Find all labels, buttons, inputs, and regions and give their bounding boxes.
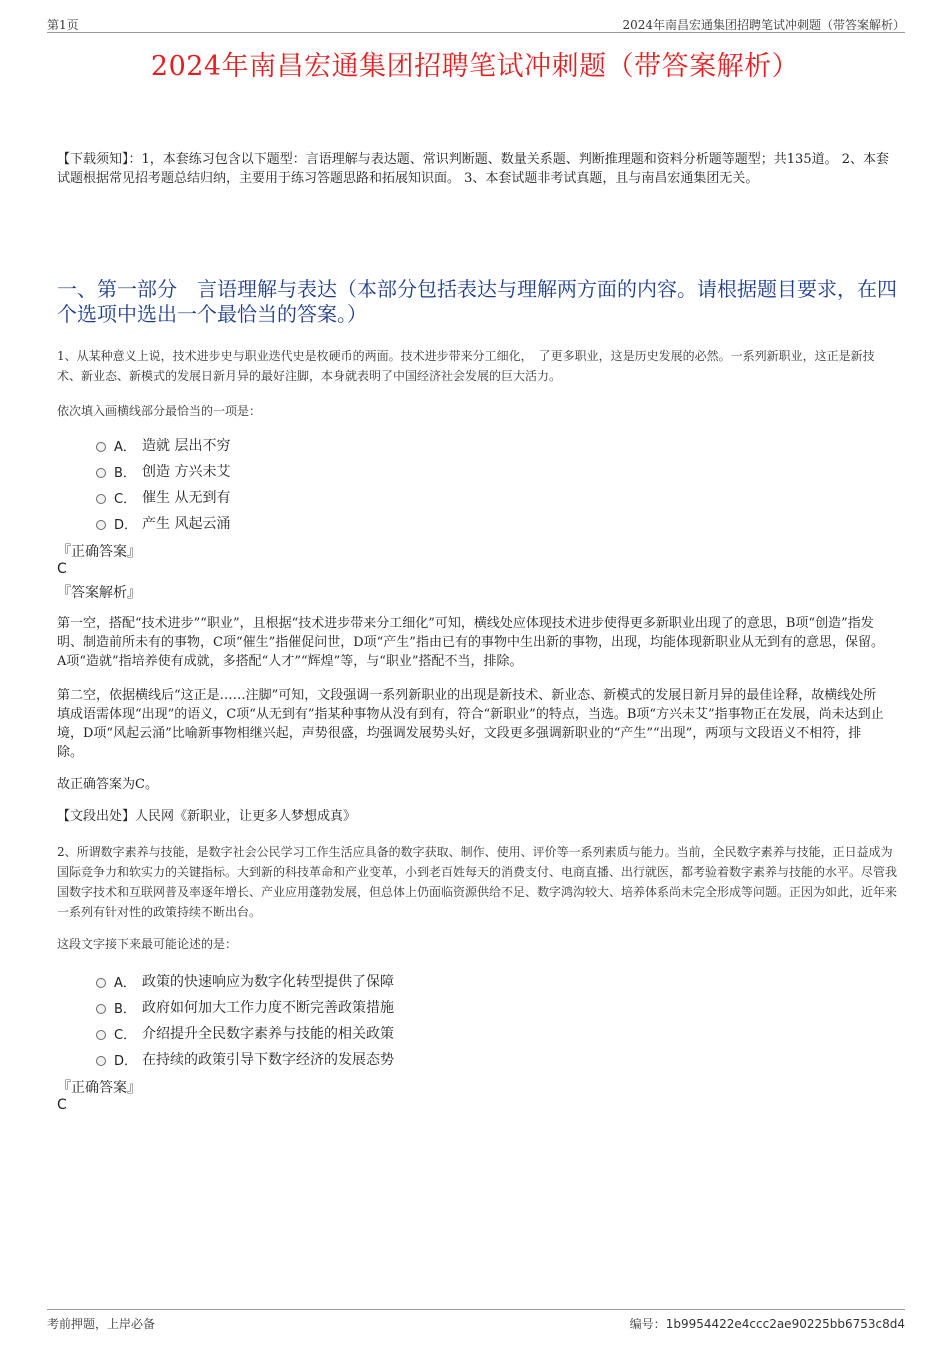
question-2-text: 2、所谓数字素养与技能，是数字社会公民学习工作生活应具备的数字获取、制作、使用、评价等一系列素质与能力。当前，全民数字素养与技能，正日益成为国际竞争力和软实力的关键指标。大到新的科技革命和产业变革，小到老百姓每天的消费支付、电商直播、出行就医，都考验着数字素养与技能的水平。尽管我国数字技术和互联网普及率逐年增长、产业应用蓬勃发展，但总体上仍面临资源供给不足、数字鸿沟较大、培养体系尚未完全形成等问题。正因为如此，近年来一系列有针对性的政策持续不断出台。 <box>57 845 898 919</box>
radio-button[interactable] <box>96 494 106 504</box>
option-letter: A． <box>114 439 136 455</box>
option-d[interactable] <box>96 510 230 536</box>
option-letter: A． <box>114 975 136 991</box>
option-letter: D． <box>114 1053 138 1069</box>
option-text: 创造 方兴未艾 <box>142 464 231 480</box>
option-letter: C． <box>114 491 137 507</box>
radio-button[interactable] <box>96 520 106 530</box>
header-doc-title: 2024年南昌宏通集团招聘笔试冲刺题（带答案解析） <box>622 18 905 32</box>
option-letter: B． <box>114 465 136 481</box>
option-d[interactable] <box>96 1046 394 1072</box>
footer-slogan: 考前押题，上岸必备 <box>47 1317 156 1331</box>
answer-value: C <box>57 1097 67 1113</box>
answer-label: 『正确答案』 <box>57 1080 141 1096</box>
radio-button[interactable] <box>96 468 106 478</box>
answer-value: C <box>57 561 67 577</box>
option-letter: D． <box>114 517 138 533</box>
question-1-options <box>96 432 230 536</box>
question-2-options <box>96 968 394 1072</box>
radio-button[interactable] <box>96 442 106 452</box>
download-notice: 【下载须知】：1，本套练习包含以下题型：言语理解与表达题、常识判断题、数量关系题、判断推理题和资料分析题等题型；共135道。 2、本套试题根据常见招考题总结归纳，主要用于练习答题思路和拓展知识面。 3、本套试题非考试真题，且与南昌宏通集团无关。 <box>57 152 889 186</box>
page-footer <box>47 1309 905 1330</box>
option-text: 政策的快速响应为数字化转型提供了保障 <box>142 974 394 990</box>
analysis-conclusion: 故正确答案为C。 <box>57 777 158 792</box>
question-2-prompt: 这段文字接下来最可能论述的是： <box>57 937 238 951</box>
radio-button[interactable] <box>96 1004 106 1014</box>
radio-button[interactable] <box>96 1056 106 1066</box>
option-text: 在持续的政策引导下数字经济的发展态势 <box>142 1052 394 1068</box>
radio-button[interactable] <box>96 978 106 988</box>
analysis-paragraph-1: 第一空，搭配“技术进步”“职业”，且根据“技术进步带来分工细化”可知，横线处应体现技术进步使得更多新职业出现了的意思，B项“创造”指发明、制造前所未有的事物，C项“催生”指催促问世，D项“产生”指由已有的事物中生出新的事物，出现，均能体现新职业从无到有的意思，保留。A项“造就”指培养使有成就，多搭配“人才”“辉煌”等，与“职业”搭配不当，排除。 <box>57 616 884 669</box>
footer-code-value: 1b9954422e4ccc2ae90225bb6753c8d4 <box>665 1317 905 1331</box>
question-1-prompt: 依次填入画横线部分最恰当的一项是： <box>57 404 262 418</box>
option-b[interactable] <box>96 458 230 484</box>
answer-label: 『正确答案』 <box>57 544 141 560</box>
option-letter: C． <box>114 1027 137 1043</box>
source-citation: 【文段出处】人民网《新职业，让更多人梦想成真》 <box>57 809 357 824</box>
section-heading: 一、第一部分 言语理解与表达（本部分包括表达与理解两方面的内容。请根据题目要求，在四个选项中选出一个最恰当的答案。） <box>57 277 897 326</box>
option-text: 产生 风起云涌 <box>142 516 231 532</box>
footer-code <box>630 1315 905 1332</box>
question-1-text: 1、从某种意义上说，技术进步史与职业迭代史是枚硬币的两面。技术进步带来分工细化， 了更多职业，这是历史发展的必然。一系列新职业，这正是新技术、新业态、新模式的发展日新月异的最好注脚，本身就表明了中国经济社会发展的巨大活力。 <box>57 349 875 383</box>
option-a[interactable] <box>96 432 230 458</box>
option-a[interactable] <box>96 968 394 994</box>
option-text: 介绍提升全民数字素养与技能的相关政策 <box>142 1026 394 1042</box>
option-b[interactable] <box>96 994 394 1020</box>
option-letter: B． <box>114 1001 136 1017</box>
option-c[interactable] <box>96 1020 394 1046</box>
analysis-paragraph-2: 第二空，依据横线后“这正是……注脚”可知，文段强调一系列新职业的出现是新技术、新业态、新模式的发展日新月异的最佳诠释，故横线处所填成语需体现“出现”的语义，C项“从无到有”指某种事物从没有到有，符合“新职业”的特点，当选。B项“方兴未艾”指事物正在发展，尚未达到止境，D项“风起云涌”比喻新事物相继兴起，声势很盛，均强调发展势头好，文段更多强调新职业的“产生”“出现”，两项与文段语义不相符，排除。 <box>57 688 884 760</box>
page-header <box>47 14 905 33</box>
analysis-label: 『答案解析』 <box>57 585 141 601</box>
option-c[interactable] <box>96 484 230 510</box>
radio-button[interactable] <box>96 1030 106 1040</box>
option-text: 催生 从无到有 <box>142 490 231 506</box>
option-text: 政府如何加大工作力度不断完善政策措施 <box>142 1000 394 1016</box>
document-title: 2024年南昌宏通集团招聘笔试冲刺题（带答案解析） <box>150 51 800 82</box>
option-text: 造就 层出不穷 <box>142 438 231 454</box>
page-number: 第1页 <box>47 18 79 32</box>
footer-code-label: 编号： <box>629 1317 666 1331</box>
